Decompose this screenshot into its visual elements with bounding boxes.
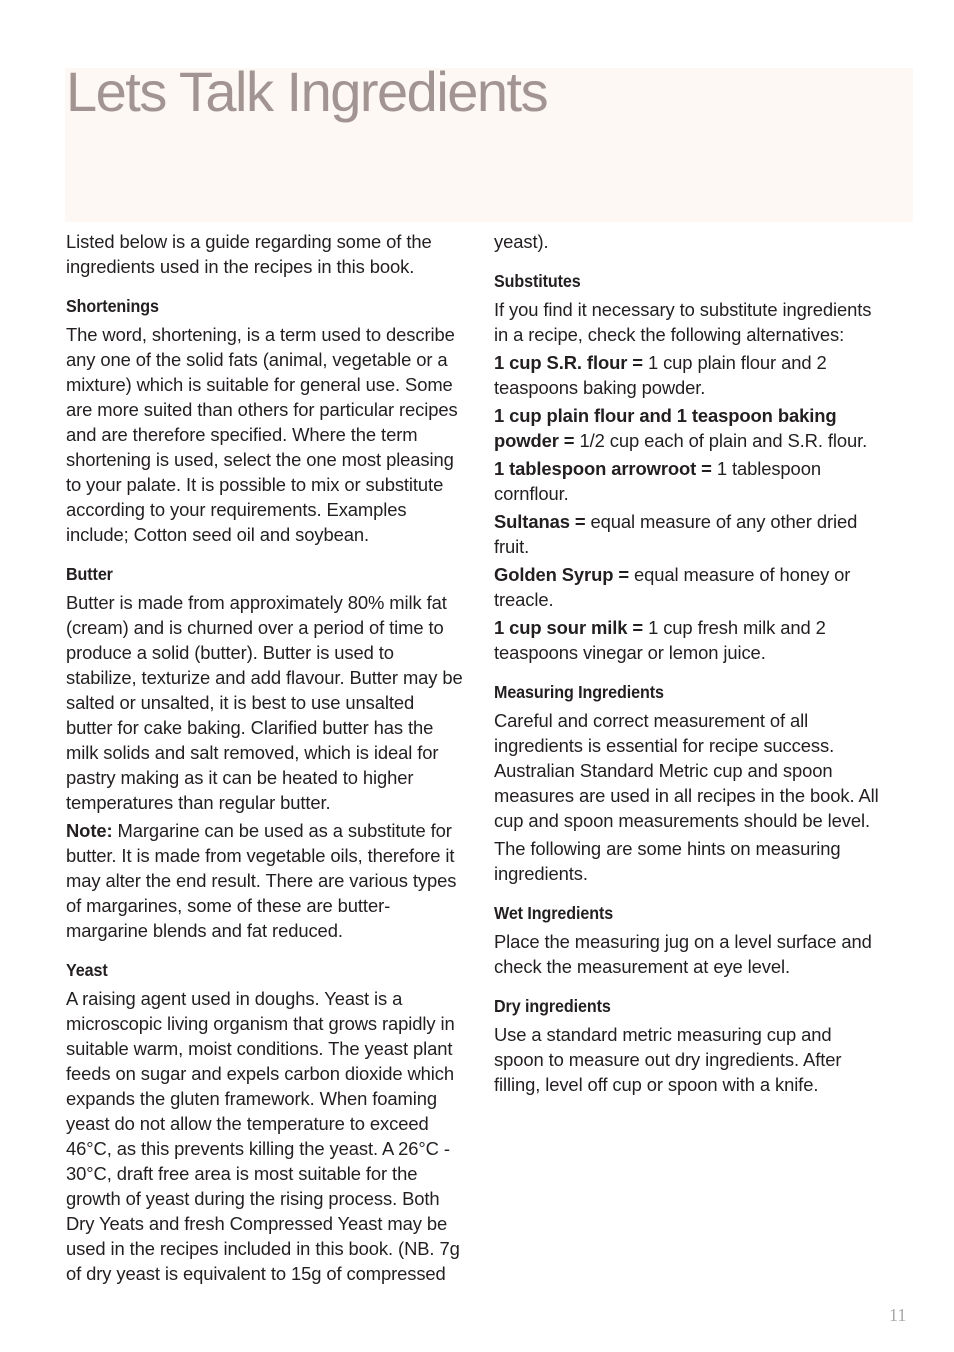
intro-paragraph: Listed below is a guide regarding some of the ingredients used in the recipes in this book. [66, 231, 432, 277]
substitute-text: equal measure of honey or treacle. [494, 564, 851, 610]
right-column [494, 229, 886, 1100]
substitute-label: Golden Syrup = [494, 564, 630, 585]
yeast-body-continued: yeast). [494, 231, 549, 252]
measuring-heading: Measuring Ingredients [494, 682, 664, 702]
substitute-label: 1 cup sour milk = [494, 617, 644, 638]
substitute-item [494, 509, 886, 559]
butter-note-text: Margarine can be used as a substitute for butter. It is made from vegetable oils, therefore it may alter the end result. There are various types of margarines, some of these are butter-margarine blends and fat reduced. [66, 820, 457, 941]
wet-ingredients-body: Place the measuring jug on a level surface and check the measurement at eye level. [494, 931, 872, 977]
substitute-text: 1 tablespoon cornflour. [494, 458, 821, 504]
substitute-text: 1/2 cup each of plain and S.R. flour. [574, 430, 868, 451]
butter-note-label: Note: [66, 820, 113, 841]
substitute-item [494, 456, 886, 506]
substitute-item [494, 350, 886, 400]
substitute-item [494, 562, 886, 612]
wet-ingredients-heading: Wet Ingredients [494, 903, 614, 923]
measuring-hints: The following are some hints on measuring ingredients. [494, 838, 841, 884]
dry-ingredients-body: Use a standard metric measuring cup and spoon to measure out dry ingredients. After filling, level off cup or spoon with a knife. [494, 1024, 842, 1095]
measuring-body: Careful and correct measurement of all ingredients is essential for recipe success. Australian Standard Metric cup and spoon measures are used in all recipes in the book. All cup and spoon measurements should be level. [494, 710, 879, 831]
substitute-label: 1 tablespoon arrowroot = [494, 458, 712, 479]
yeast-body: A raising agent used in doughs. Yeast is a microscopic living organism that grows rapidly in suitable warm, moist conditions. The yeast plant feeds on sugar and expels carbon dioxide which expands the gluten framework. When foaming yeast do not allow the temperature to exceed 46°C, as this prevents killing the yeast. A 26°C - 30°C, draft free area is most suitable for the growth of yeast during the rising process. Both Dry Yeats and fresh Compressed Yeast may be used in the recipes included in this book. (NB. 7g of dry yeast is equivalent to 15g of compressed [66, 988, 460, 1284]
substitute-label: Sultanas = [494, 511, 586, 532]
substitute-text: 1 cup plain flour and 2 teaspoons baking powder. [494, 352, 827, 398]
page-number: 11 [889, 1305, 907, 1325]
substitute-label: 1 cup S.R. flour = [494, 352, 643, 373]
page-title: Lets Talk Ingredients [66, 60, 548, 123]
yeast-heading: Yeast [66, 960, 108, 980]
substitutes-heading: Substitutes [494, 271, 581, 291]
substitute-label: 1 cup plain flour and 1 teaspoon baking powder = [494, 405, 837, 451]
butter-note [66, 818, 464, 943]
dry-ingredients-heading: Dry ingredients [494, 996, 611, 1016]
substitutes-intro: If you find it necessary to substitute ingredients in a recipe, check the following alternatives: [494, 299, 872, 345]
substitute-text: 1 cup fresh milk and 2 teaspoons vinegar or lemon juice. [494, 617, 826, 663]
butter-body: Butter is made from approximately 80% milk fat (cream) and is churned over a period of time to produce a solid (butter). Butter is used to stabilize, texturize and add flavour. Butter may be salted or unsalted, it is best to use unsalted butter for cake baking. Clarified butter has the milk solids and salt removed, which is ideal for pastry making as it can be heated to higher temperatures than regular butter. [66, 592, 463, 813]
butter-heading: Butter [66, 564, 113, 584]
shortenings-body: The word, shortening, is a term used to describe any one of the solid fats (animal, vegetable or a mixture) which is suitable for general use. Some are more suited than others for particular recipes and are therefore specified. Where the term shortening is used, select the one most pleasing to your palate. It is possible to mix or substitute according to your requirements. Examples include; Cotton seed oil and soybean. [66, 324, 458, 545]
shortenings-heading: Shortenings [66, 296, 159, 316]
substitute-text: equal measure of any other dried fruit. [494, 511, 858, 557]
substitute-item [494, 403, 886, 453]
substitute-item [494, 615, 886, 665]
left-column [66, 229, 464, 1289]
